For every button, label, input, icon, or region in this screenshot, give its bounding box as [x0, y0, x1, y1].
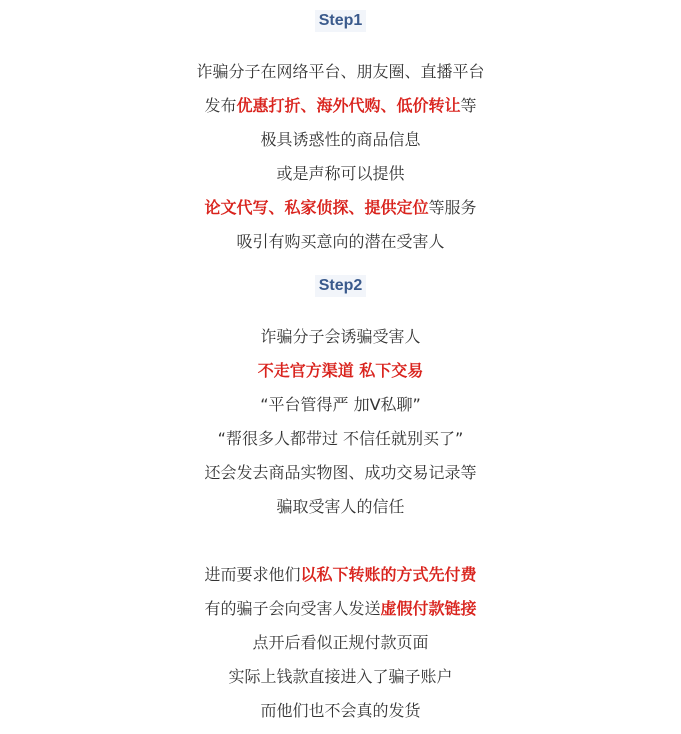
step1-heading-text: Step1 [315, 10, 367, 32]
step2-heading-text: Step2 [315, 275, 367, 297]
highlight-text: 不走官方渠道 私下交易 [257, 361, 424, 380]
text: 或是声称可以提供 [276, 164, 405, 183]
step1-line-2 [0, 94, 681, 118]
text: 吸引有购买意向的潜在受害人 [236, 232, 445, 251]
step3-line-1 [0, 563, 681, 587]
text: 有的骗子会向受害人发送 [204, 599, 381, 618]
highlight-text: 论文代写、私家侦探、提供定位 [204, 198, 429, 217]
text: 而他们也不会真的发货 [260, 701, 421, 720]
step2-line-1 [0, 325, 681, 349]
step1-line-1 [0, 60, 681, 84]
step2-heading [0, 275, 681, 297]
text: 诈骗分子在网络平台、朋友圈、直播平台 [196, 62, 485, 81]
text: 还会发去商品实物图、成功交易记录等 [204, 463, 477, 482]
step1-line-4 [0, 162, 681, 186]
text: “平台管得严 加V私聊” [260, 395, 421, 414]
text: 等 [460, 96, 477, 115]
text: 进而要求他们 [204, 565, 301, 584]
text: 发布 [204, 96, 237, 115]
step3-line-2 [0, 597, 681, 621]
text: 实际上钱款直接进入了骗子账户 [228, 667, 453, 686]
step1-line-6 [0, 230, 681, 254]
text: “帮很多人都带过 不信任就别买了” [217, 429, 464, 448]
step3-line-3 [0, 631, 681, 655]
text: 诈骗分子会诱骗受害人 [260, 327, 421, 346]
step3-line-4 [0, 665, 681, 689]
step2-line-2 [0, 359, 681, 383]
text: 极具诱惑性的商品信息 [260, 130, 421, 149]
text: 等服务 [428, 198, 477, 217]
step2-line-6 [0, 495, 681, 519]
highlight-text: 以私下转账的方式先付费 [300, 565, 477, 584]
step1-heading [0, 10, 681, 32]
step3-line-5 [0, 699, 681, 723]
step1-line-3 [0, 128, 681, 152]
highlight-text: 优惠打折、海外代购、低价转让 [236, 96, 461, 115]
text: 点开后看似正规付款页面 [252, 633, 429, 652]
step1-line-5 [0, 196, 681, 220]
step2-line-5 [0, 461, 681, 485]
highlight-text: 虚假付款链接 [380, 599, 477, 618]
step2-line-3 [0, 393, 681, 417]
text: 骗取受害人的信任 [276, 497, 405, 516]
step2-line-4 [0, 427, 681, 451]
